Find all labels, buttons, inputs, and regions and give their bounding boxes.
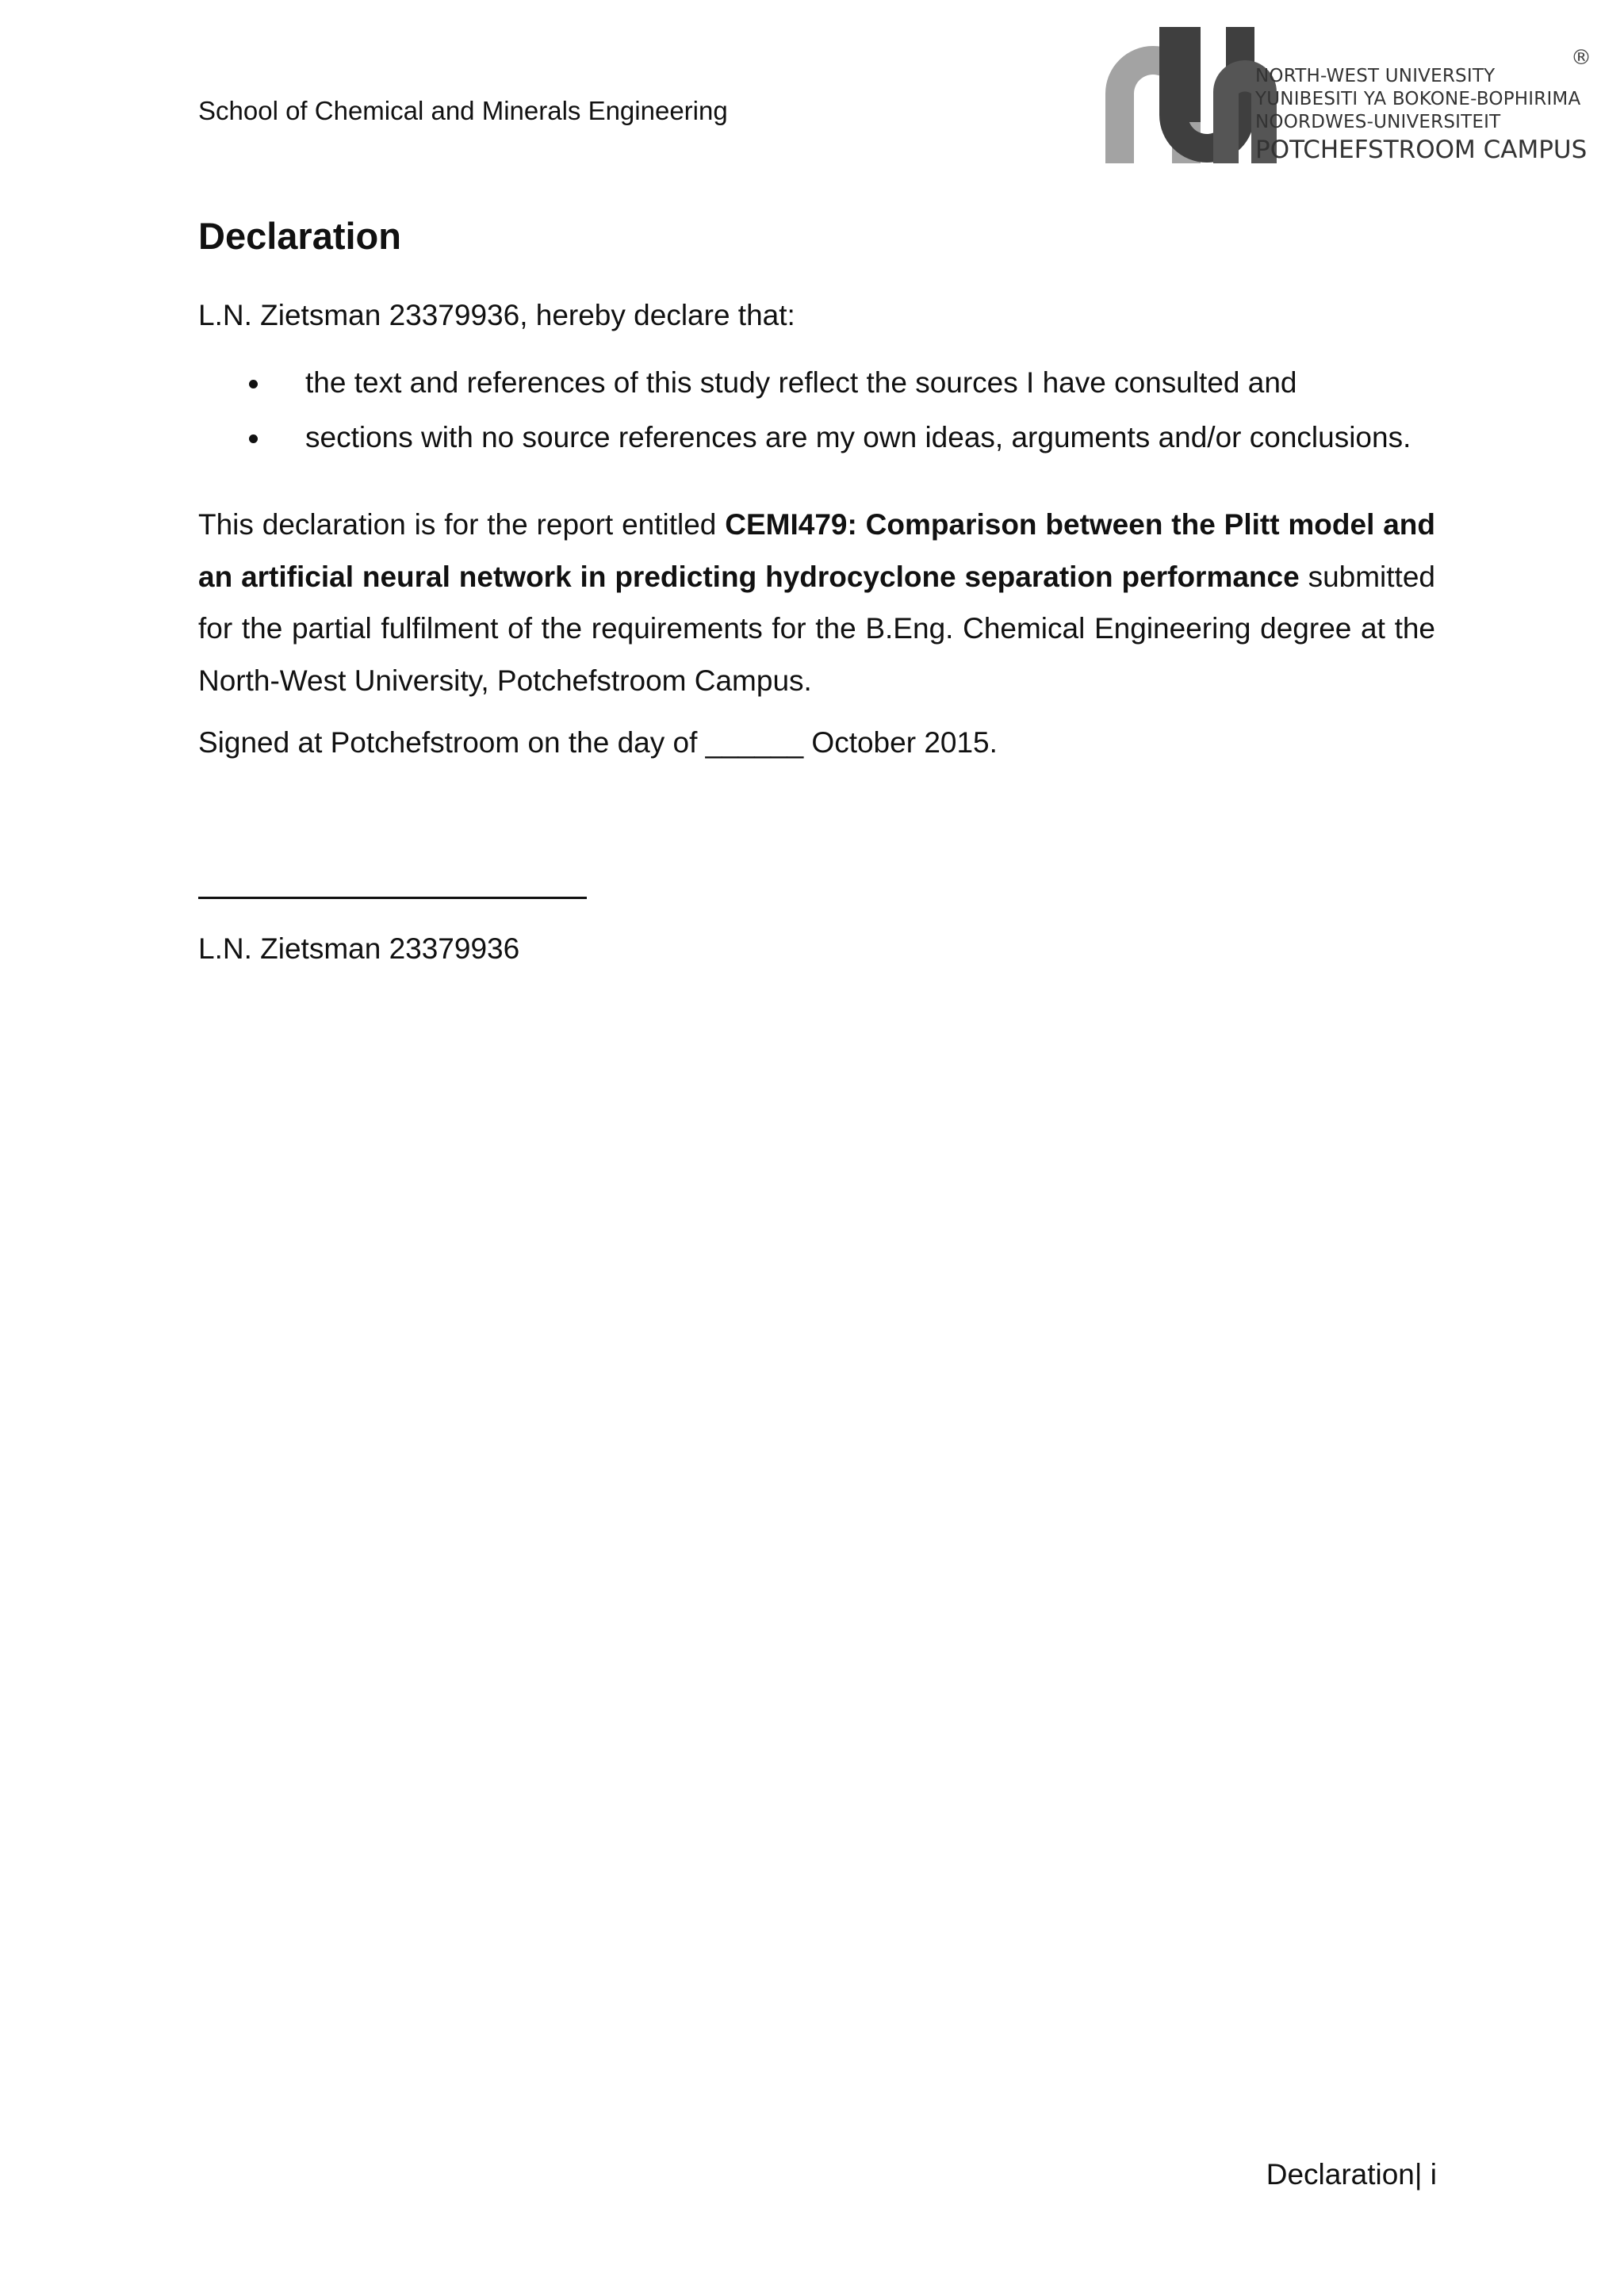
school-name: School of Chemical and Minerals Engineering [198,96,728,125]
logo-line-english: NORTH-WEST UNIVERSITY [1255,66,1496,86]
logo-mark-dark-arch [1159,27,1254,163]
list-item-text: the text and references of this study reflect the sources I have consulted and [305,366,1297,399]
logo-text [1255,65,1587,165]
bullet-icon [249,434,258,443]
registered-mark: ® [1571,46,1591,70]
list-item [198,419,1435,474]
signed-statement: Signed at Potchefstroom on the day of ______ October 2015. [198,726,998,759]
declaration-intro: L.N. Zietsman 23379936, hereby declare that: [198,299,795,331]
page-footer: Declaration| i [1266,2158,1437,2191]
declaration-list [198,365,1435,474]
page-title: Declaration [198,215,401,257]
logo-campus: POTCHEFSTROOM CAMPUS [1255,136,1588,164]
logo-line-afrikaans: NOORDWES-UNIVERSITEIT [1255,112,1501,132]
signature-line [198,897,587,899]
declaration-paragraph [198,499,1435,706]
signature-name: L.N. Zietsman 23379936 [198,932,520,965]
list-item [198,365,1435,419]
logo-line-setswana: YUNIBESITI YA BOKONE-BOPHIRIMA [1255,89,1581,109]
bullet-icon [249,380,258,388]
report-title: CEMI479: Comparison between the Plitt model and an artificial neural network in predicting hydrocyclone separation performance [198,508,1435,593]
logo-mark-inner-bar [1186,27,1201,122]
paragraph-tail: submitted for the partial fulfilment of the requirements for the B.Eng. Chemical Engineering degree at the North-West University, Potchefstroom Campus. [198,560,1435,697]
paragraph-lead: This declaration is for the report entitled [198,508,726,541]
list-item-text: sections with no source references are my own ideas, arguments and/or conclusions. [305,421,1411,453]
